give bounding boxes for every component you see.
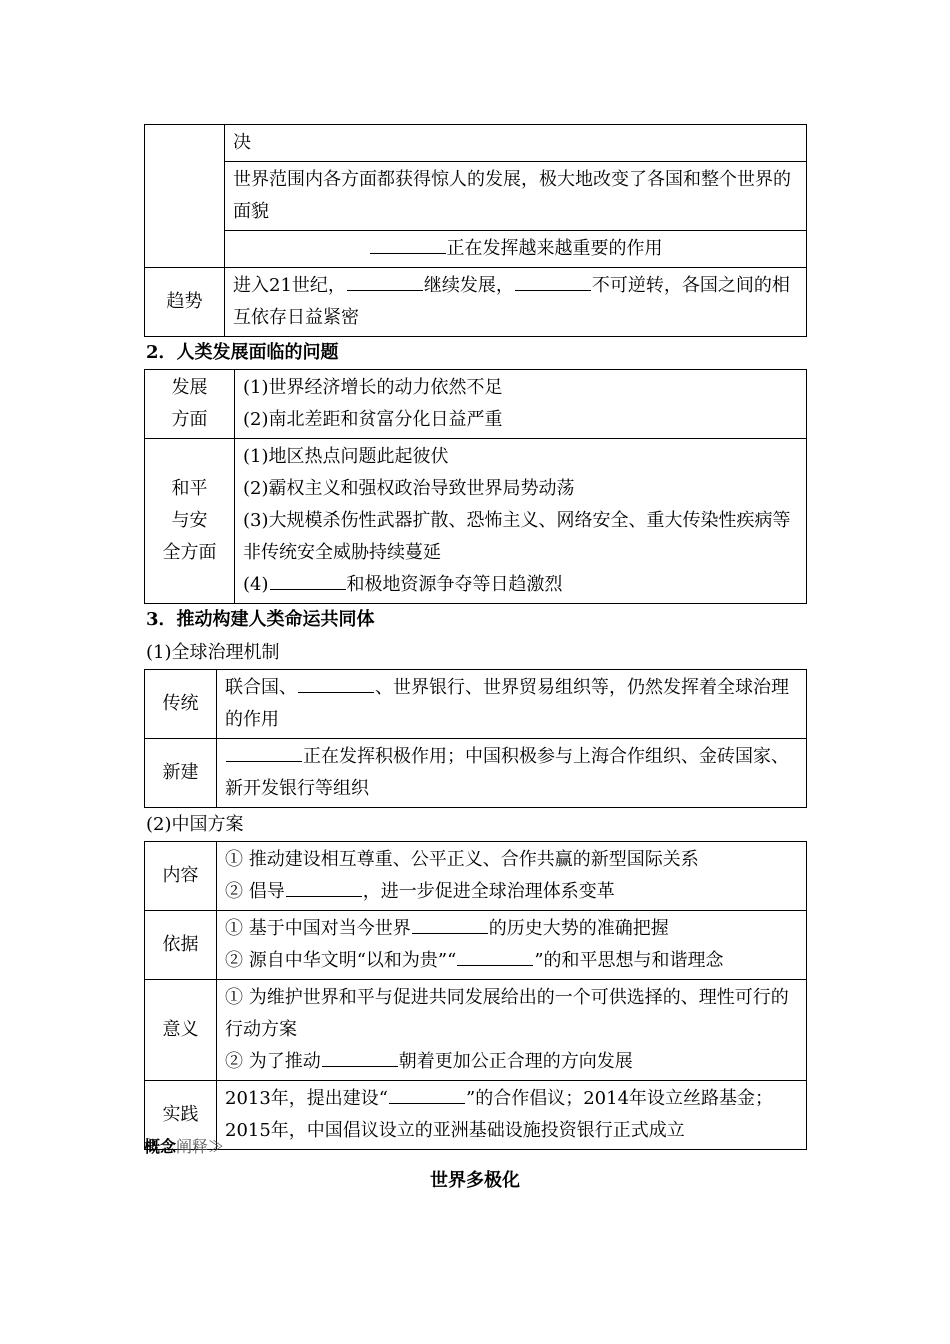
table-cell: ① 推动建设相互尊重、公平正义、合作共赢的新型国际关系 ② 倡导 ，进一步促进全球治理体系变革 — [217, 842, 807, 911]
fill-blank[interactable] — [298, 672, 374, 693]
table-globalization — [144, 124, 807, 337]
row-label-content: 内容 — [145, 842, 217, 911]
fill-blank[interactable] — [286, 876, 362, 897]
row-label-meaning: 意义 — [145, 980, 217, 1081]
table-cell-empty — [145, 125, 225, 268]
document-body — [144, 124, 807, 1150]
fill-blank[interactable] — [389, 1083, 465, 1104]
row-label-trend: 趋势 — [145, 268, 225, 337]
section-heading: 2．人类发展面临的问题 — [146, 342, 339, 363]
table-cell: ① 基于中国对当今世界 的历史大势的准确把握 ② 源自中华文明“以和为贵”“ ”的和平思想与和谐理念 — [217, 911, 807, 980]
sub-heading: (1)全球治理机制 — [146, 642, 280, 663]
table-cell: 正在发挥积极作用；中国积极参与上海合作组织、金砖国家、新开发银行等组织 — [217, 739, 807, 808]
double-chevron-icon: ≫ — [208, 1137, 225, 1156]
table-cell: 联合国、 、世界银行、世界贸易组织等，仍然发挥着全球治理的作用 — [217, 670, 807, 739]
fill-blank[interactable] — [226, 741, 302, 762]
fill-blank[interactable] — [457, 945, 533, 966]
section-title: 世界多极化 — [430, 1170, 520, 1191]
fill-blank[interactable] — [370, 233, 446, 254]
table-problems — [144, 369, 807, 604]
concept-explanation-label: 概念阐释≫ — [144, 1137, 225, 1156]
table-cell: 世界范围内各方面都获得惊人的发展，极大地改变了各国和整个世界的面貌 — [225, 162, 807, 231]
fill-blank[interactable] — [347, 270, 423, 291]
fill-blank[interactable] — [515, 270, 591, 291]
table-china-plan — [144, 841, 807, 1150]
table-cell: 正在发挥越来越重要的作用 — [225, 231, 807, 268]
fill-blank[interactable] — [412, 913, 488, 934]
table-cell: ① 为维护世界和平与促进共同发展给出的一个可供选择的、理性可行的行动方案 ② 为了推动 朝着更加公正合理的方向发展 — [217, 980, 807, 1081]
sub-heading: (2)中国方案 — [146, 814, 244, 835]
table-cell: (1)地区热点问题此起彼伏 (2)霸权主义和强权政治导致世界局势动荡 (3)大规模杀伤性武器扩散、恐怖主义、网络安全、重大传染性疾病等非传统安全威胁持续蔓延 (4) 和极地资源争夺等日趋激烈 — [235, 439, 807, 604]
table-governance — [144, 669, 807, 808]
table-cell: 决 — [225, 125, 807, 162]
row-label-traditional: 传统 — [145, 670, 217, 739]
table-cell: 2013年，提出建设“ ”的合作倡议；2014年设立丝路基金；2015年，中国倡议设立的亚洲基础设施投资银行正式成立 — [217, 1081, 807, 1150]
row-label-basis: 依据 — [145, 911, 217, 980]
row-label-development: 发展 方面 — [145, 370, 235, 439]
table-cell: 进入21世纪， 继续发展， 不可逆转，各国之间的相互依存日益紧密 — [225, 268, 807, 337]
fill-blank[interactable] — [270, 569, 346, 590]
row-label-peace: 和平 与安 全方面 — [145, 439, 235, 604]
fill-blank[interactable] — [322, 1046, 398, 1067]
row-label-new: 新建 — [145, 739, 217, 808]
section-heading: 3．推动构建人类命运共同体 — [146, 609, 375, 630]
row-label-practice: 实践 — [145, 1081, 217, 1150]
table-cell: (1)世界经济增长的动力依然不足 (2)南北差距和贫富分化日益严重 — [235, 370, 807, 439]
